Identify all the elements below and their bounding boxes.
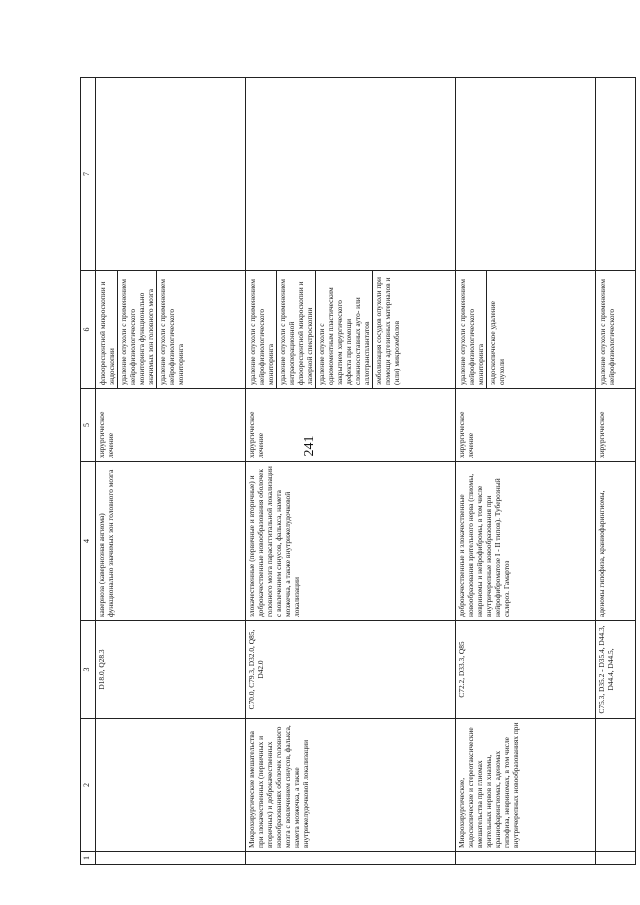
notes-cell: [456, 78, 596, 271]
method-item: эмболизация сосудов опухоли при помощи адгезивных материалов и (или) микроэмболов: [372, 271, 402, 388]
method-item: удаление опухоли с применением интраоперационной флюоресцентной микроскопии и лазерной спектроскопии: [276, 271, 315, 388]
condition-cell: злокачественные (первичные и вторичные) и доброкачественные новообразования оболочек головного мозга парасаггитальной локализации с вовлечением синусов, фалькса, намета мозжечка, а также внутрижелудочковой локализации: [246, 462, 456, 621]
method-item: удаление опухоли с применением нейрофизиологического: [598, 279, 617, 385]
column-number: 5: [81, 389, 96, 462]
method-item: удаление опухоли с применением нейрофизиологического мониторинга: [458, 279, 486, 385]
row-index-cell: [456, 852, 596, 865]
method-item: удаление опухоли с применением нейрофизиологического мониторинга функционально значимых зон головного мозга: [117, 271, 156, 388]
table-row: [96, 78, 246, 865]
table-row: [246, 78, 456, 865]
notes-cell: [246, 78, 456, 271]
treatment-cell: хирургическое лечение: [456, 389, 596, 462]
treatment-cell: хирургическое лечение: [96, 389, 246, 462]
column-number: 3: [81, 621, 96, 719]
procedure-cell: Микрохирургические, эндоскопические и стереотаксические вмешательства при глиомах зрительных нервов и хиазмы, краниофарингиомах, аденомах гипофиза, невриномах, в том числе внутричерепных новообразованиях при: [456, 719, 596, 852]
method-item: флюоресцентной микроскопии и эндоскопии: [98, 281, 117, 385]
row-index-cell: [596, 852, 636, 865]
condition-cell: аденомы гипофиза, краниофарингиомы,: [596, 462, 636, 621]
column-number: 4: [81, 462, 96, 621]
method-item: эндоскопическое удаление опухоли: [486, 271, 507, 388]
method-item: удаление опухоли с применением нейрофизиологического мониторинга: [248, 279, 276, 385]
methods-cell: [596, 271, 636, 389]
row-index-cell: [246, 852, 456, 865]
methods-cell: [96, 271, 246, 389]
treatment-cell: хирургическое: [596, 389, 636, 462]
codes-cell: D18.0, Q28.3: [96, 621, 246, 719]
method-item: удаление опухоли с одномоментным пластическим закрытием хирургического дефекта при помощи сложносоставных ауто- или аллотрансплантатов: [315, 271, 372, 388]
procedure-cell: [96, 719, 246, 852]
medical-procedures-table: [80, 77, 636, 865]
row-index-cell: [96, 852, 246, 865]
column-number: 6: [81, 271, 96, 389]
notes-cell: [596, 78, 636, 271]
rotated-table-wrapper: [80, 78, 640, 865]
codes-cell: C70.0, C79.3, D32.0, Q85, D42.0: [246, 621, 456, 719]
condition-cell: доброкачественные и злокачественные новообразования зрительного нерва (глиомы, невриномы и нейрофибромы, в том числе внутричерепные новообразования при нейрофиброматозе I - II типов). Туберозный склероз. Гамартоз: [456, 462, 596, 621]
condition-cell: каверноза (кавернозная ангиома) функционально значимых зон головного мозга: [96, 462, 246, 621]
method-item: удаление опухоли с применением нейрофизиологического мониторинга: [156, 271, 186, 388]
column-number: 2: [81, 719, 96, 852]
procedure-cell: [596, 719, 636, 852]
table-row: [456, 78, 596, 865]
table-row: [596, 78, 636, 865]
codes-cell: C75.3, D35.2 - D35.4, D44.3, D44.4, D44.5,: [596, 621, 636, 719]
column-number-row: [81, 78, 96, 865]
notes-cell: [96, 78, 246, 271]
methods-cell: [456, 271, 596, 389]
procedure-cell: Микрохирургические вмешательства при злокачественных (первичных и вторичных) и доброкачественных новообразованиях оболочек головного мозга с вовлечением синусов, фалькса, намета мозжечка, а также внутрижелудочковой локализации: [246, 719, 456, 852]
methods-cell: [246, 271, 456, 389]
codes-cell: C72.2, D33.3, Q85: [456, 621, 596, 719]
treatment-cell: хирургическое лечение: [246, 389, 456, 462]
page-number: 241: [302, 435, 317, 457]
column-number: 7: [81, 78, 96, 271]
column-number: 1: [81, 852, 96, 865]
